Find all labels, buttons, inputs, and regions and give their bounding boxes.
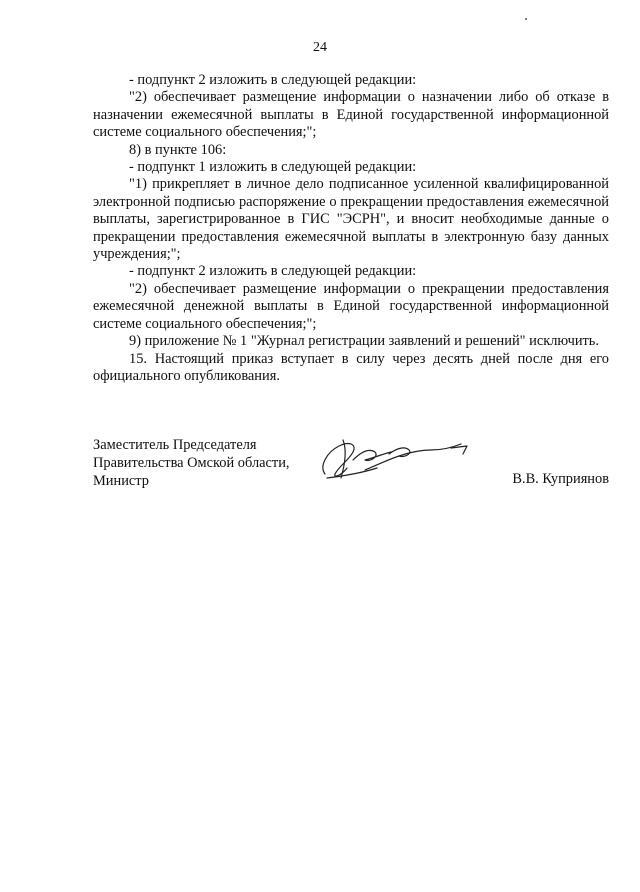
signer-name: В.В. Куприянов xyxy=(512,471,609,487)
paragraph-subpoint-1-text: "1) прикрепляет в личное дело подписанное усиленной квалифицированной электронной подписью распоряжение о прекращении предоставления ежемесячной выплаты, зарегистрированное в ГИС "ЭСРН", и вносит необходимые данные о прекращении предоставления ежемесячной выплаты в электронную базу данных учреждения;"; xyxy=(93,176,609,263)
scan-speck xyxy=(525,18,527,20)
paragraph-item-9: 9) приложение № 1 "Журнал регистрации заявлений и решений" исключить. xyxy=(129,333,599,350)
signer-title-line: Правительства Омской области, xyxy=(93,455,290,471)
handwritten-signature xyxy=(305,430,475,486)
paragraph-item-8: 8) в пункте 106: xyxy=(129,141,227,158)
paragraph-subpoint-2b-text: "2) обеспечивает размещение информации о прекращении предоставления ежемесячной денежной выплаты в Единой государственной информационной системе социального обеспечения;"; xyxy=(93,280,609,332)
signer-title xyxy=(93,436,290,490)
paragraph-subpoint-2-intro: - подпункт 2 изложить в следующей редакции: xyxy=(129,72,417,88)
signer-title-line: Заместитель Председателя xyxy=(93,437,257,453)
paragraph-subpoint-2b-intro: - подпункт 2 изложить в следующей редакции: xyxy=(129,263,417,280)
signer-title-line: Министр xyxy=(93,473,149,489)
paragraph-item-15: 15. Настоящий приказ вступает в силу через десять дней после дня его официального опубликования. xyxy=(93,350,609,384)
paragraph-subpoint-2-text: "2) обеспечивает размещение информации о назначении либо об отказе в назначении ежемесячной выплаты в Единой государственной информационной системе социального обеспечения;"; xyxy=(93,89,609,141)
page-number: 24 xyxy=(313,40,327,55)
signature-block xyxy=(93,436,609,496)
document-body xyxy=(93,72,609,385)
paragraph-subpoint-1-intro: - подпункт 1 изложить в следующей редакции: xyxy=(129,159,417,176)
